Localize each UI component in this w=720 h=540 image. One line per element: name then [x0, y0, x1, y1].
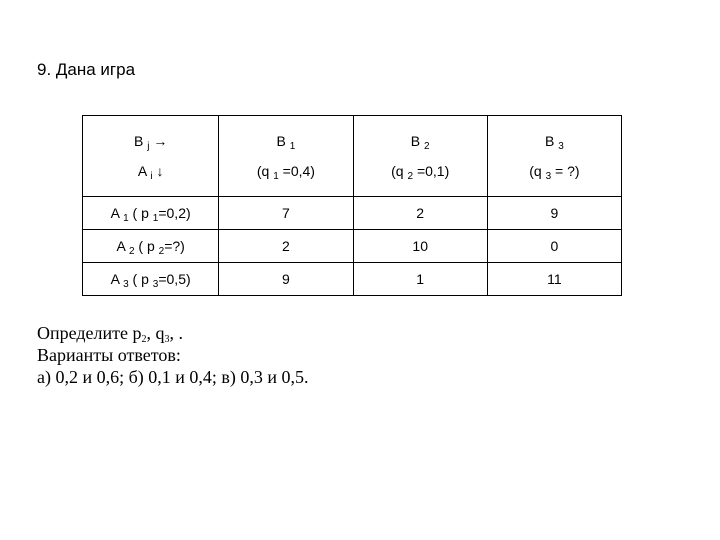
table-row — [83, 230, 622, 263]
table-row — [83, 263, 622, 296]
table-cell: 1 — [353, 263, 487, 296]
corner-bottom: A $_i$ ↓ — [137, 163, 164, 182]
answer-options-label: Варианты ответов: — [37, 345, 181, 365]
row-header-a1: A $_1$ ( p $_1$=0,2) — [83, 197, 219, 230]
table-cell: 9 — [219, 263, 353, 296]
table-cell: 9 — [487, 197, 621, 230]
table-cell: 11 — [487, 263, 621, 296]
corner-top: B $_j$ → — [133, 133, 168, 152]
corner-cell — [83, 116, 219, 197]
table-cell: 2 — [353, 197, 487, 230]
question-block — [37, 322, 309, 388]
table-cell: 7 — [219, 197, 353, 230]
row-header-a2: A $_2$ ( p $_2$=?) — [83, 230, 219, 263]
column-header-b3: B $_3$ (q $_3$ = ?) — [487, 116, 621, 197]
answer-options: а) 0,2 и 0,6; б) 0,1 и 0,4; в) 0,3 и 0,5. — [37, 367, 309, 387]
table-cell: 2 — [219, 230, 353, 263]
column-header-b1: B $_1$ (q $_1$ =0,4) — [219, 116, 353, 197]
table-row — [83, 197, 622, 230]
table-cell: 10 — [353, 230, 487, 263]
row-header-a3: A $_3$ ( p $_3$=0,5) — [83, 263, 219, 296]
table-cell: 0 — [487, 230, 621, 263]
table-header-row — [83, 116, 622, 197]
payoff-table — [82, 115, 622, 296]
question-prompt: Определите $p_2$, $q_3$, . — [37, 323, 184, 345]
column-header-b2: B $_2$ (q $_2$ =0,1) — [353, 116, 487, 197]
problem-title: 9. Дана игра — [37, 60, 136, 79]
